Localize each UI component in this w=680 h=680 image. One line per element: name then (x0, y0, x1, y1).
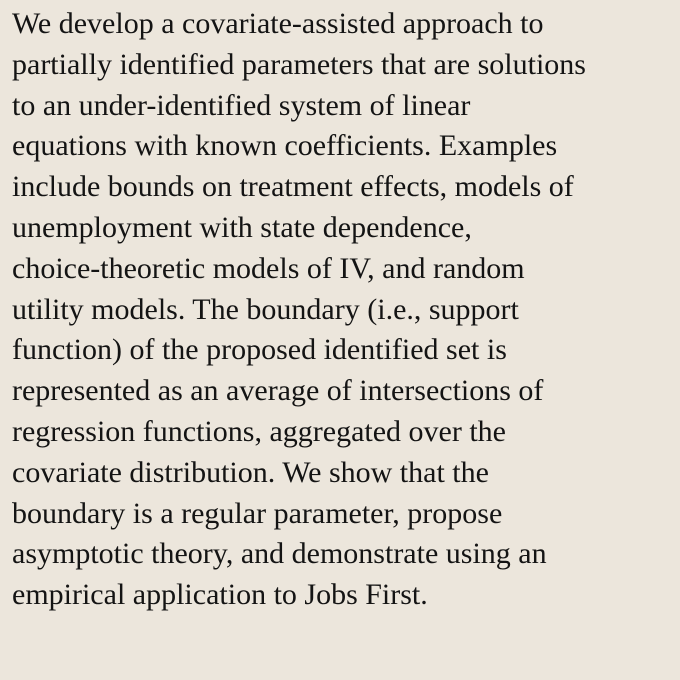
text-line-2: partially identified parameters that are solutions (12, 47, 586, 81)
text-line-8: utility models. The boundary (i.e., support (12, 292, 519, 326)
text-line-3: to an under-identified system of linear (12, 88, 471, 122)
text-line-13: boundary is a regular parameter, propose (12, 496, 503, 530)
text-line-5: include bounds on treatment effects, models of (12, 170, 574, 204)
text-line-15: empirical application to Jobs First. (12, 578, 428, 612)
abstract-text (12, 4, 676, 616)
text-line-11: regression functions, aggregated over the (12, 414, 506, 448)
text-line-6: unemployment with state dependence, (12, 210, 472, 244)
text-line-4: equations with known coefficients. Examples (12, 129, 558, 163)
text-line-1: We develop a covariate-assisted approach to (12, 7, 544, 40)
text-line-12: covariate distribution. We show that the (12, 455, 489, 489)
text-line-14: asymptotic theory, and demonstrate using an (12, 537, 547, 571)
text-line-9: function) of the proposed identified set is (12, 333, 507, 367)
text-line-7: choice-theoretic models of IV, and random (12, 251, 525, 285)
text-line-10: represented as an average of intersections of (12, 374, 544, 408)
